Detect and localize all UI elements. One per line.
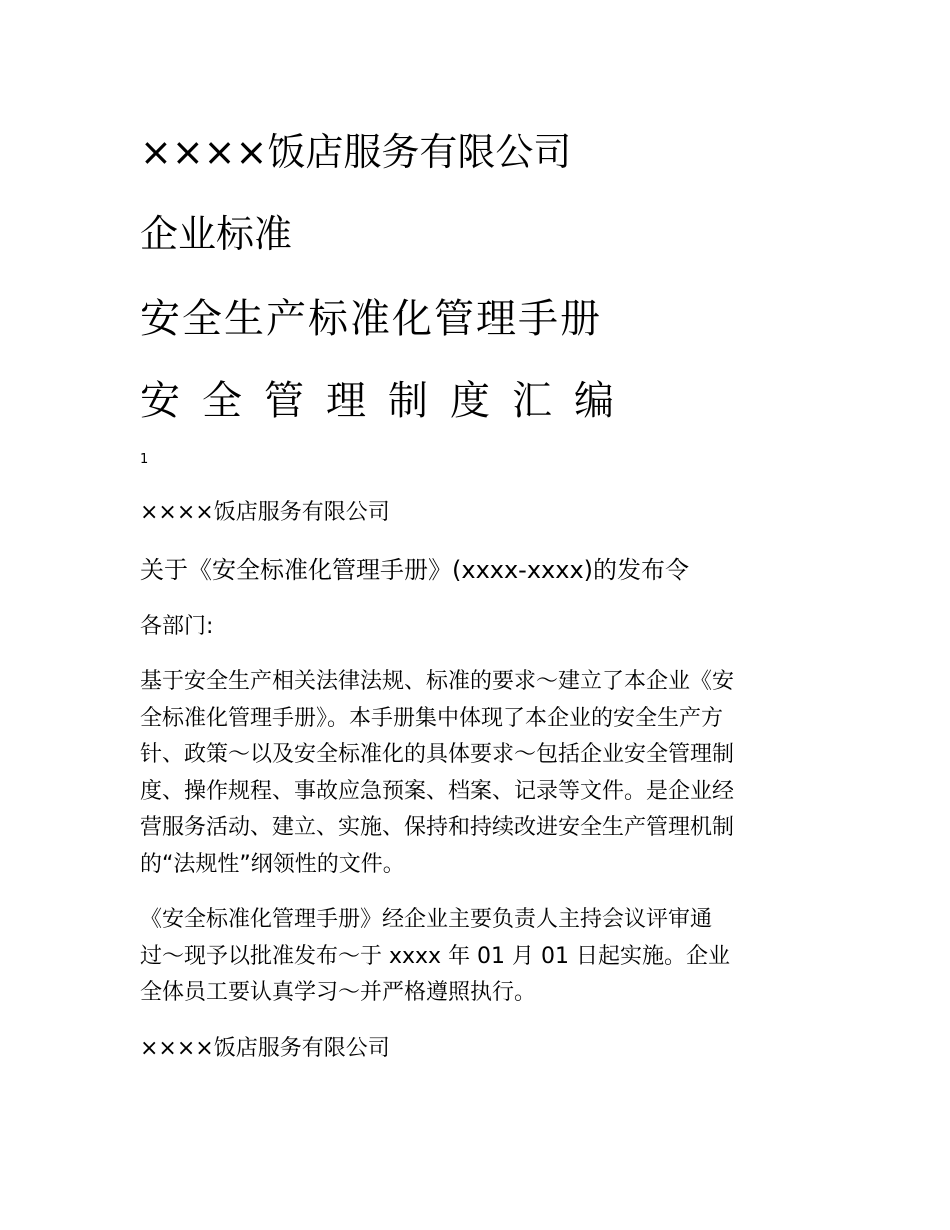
paragraph-line: 营服务活动、建立、实施、保持和持续改进安全生产管理机制 — [140, 815, 735, 840]
company-subtitle: ××××饭店服务有限公司 — [140, 500, 390, 525]
company-title: ××××饭店服务有限公司 — [140, 130, 572, 174]
signature-company: ××××饭店服务有限公司 — [140, 1036, 390, 1061]
paragraph-intro — [140, 664, 820, 883]
paragraph-line: 全体员工要认真学习～并严格遵照执行。 — [140, 980, 537, 1005]
page-number: 1 — [140, 452, 149, 467]
decree-title: 关于《安全标准化管理手册》(xxxx-xxxx)的发布令 — [140, 556, 690, 584]
paragraph-line: 全标准化管理手册》。本手册集中体现了本企业的安全生产方 — [140, 705, 724, 731]
paragraph-line: 过～现予以批准发布～于 xxxx 年 01 月 01 日起实施。企业 — [140, 943, 731, 969]
manual-title: 安全生产标准化管理手册 — [140, 296, 602, 342]
paragraph-line: 《安全标准化管理手册》经企业主要负责人主持会议评审通 — [140, 907, 713, 932]
rules-compilation-title: 安全管理制度汇编 — [140, 378, 636, 424]
paragraph-line: 的“法规性”纲领性的文件。 — [140, 851, 405, 877]
paragraph-line: 针、政策～以及安全标准化的具体要求～包括企业安全管理制 — [140, 742, 735, 767]
paragraph-approval — [140, 902, 820, 1012]
salutation: 各部门: — [140, 614, 214, 639]
paragraph-line: 基于安全生产相关法律法规、标准的要求～建立了本企业《安 — [140, 669, 735, 694]
paragraph-line: 度、操作规程、事故应急预案、档案、记录等文件。是企业经 — [140, 778, 735, 804]
standard-title: 企业标准 — [140, 212, 293, 256]
